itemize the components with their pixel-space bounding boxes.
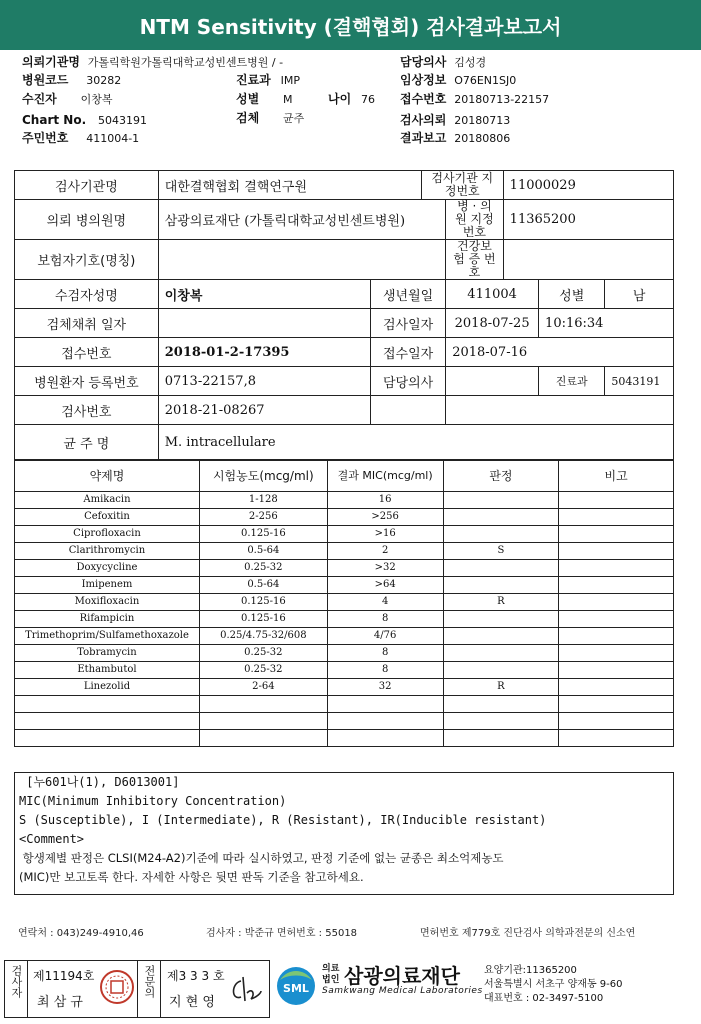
comment-legend: S (Susceptible), I (Intermediate), R (Resistant), IR(Inducible resistant) bbox=[19, 813, 547, 827]
test-no-value: 2018-21-08267 bbox=[158, 396, 370, 425]
drug-row bbox=[15, 628, 674, 645]
reg-no-label: 병원환자 등록번호 bbox=[15, 367, 159, 396]
specialist-name: 지 현 영 bbox=[169, 995, 215, 1010]
judgment bbox=[443, 526, 559, 543]
note bbox=[559, 543, 674, 560]
header-hospital-code: 병원코드 30282 bbox=[22, 73, 122, 87]
comment-code: [누601나(1), D6013001] bbox=[19, 775, 180, 789]
drug-row bbox=[15, 492, 674, 509]
drug-name bbox=[15, 713, 200, 730]
patient-name-label: 수검자성명 bbox=[15, 280, 159, 309]
reg-no-value: 0713-22157,8 bbox=[158, 367, 370, 396]
judgment: S bbox=[443, 543, 559, 560]
mic-value: 4/76 bbox=[327, 628, 443, 645]
test-range: 0.5-64 bbox=[199, 577, 327, 594]
info-row bbox=[15, 367, 674, 396]
note bbox=[559, 509, 674, 526]
mic-value: >256 bbox=[327, 509, 443, 526]
judgment bbox=[443, 611, 559, 628]
logo-text: SML bbox=[283, 982, 309, 995]
judgment bbox=[443, 696, 559, 713]
footer-examiner: 검사자 : 박준규 면허번호 : 55018 bbox=[206, 928, 358, 939]
header-receipt-no: 접수번호 20180713-22157 bbox=[400, 92, 550, 106]
header-institution: 의뢰기관명 가톨릭학원가톨릭대학교성빈센트병원 / - bbox=[22, 55, 284, 69]
health-ins-value bbox=[503, 240, 673, 280]
comment-mic: MIC(Minimum Inhibitory Concentration) bbox=[19, 794, 287, 808]
note bbox=[559, 730, 674, 747]
note bbox=[559, 577, 674, 594]
note bbox=[559, 628, 674, 645]
note bbox=[559, 679, 674, 696]
header-department: 진료과 IMP bbox=[236, 73, 300, 87]
header-patient: 수진자 이창복 bbox=[22, 92, 113, 106]
judgment bbox=[443, 730, 559, 747]
header-drug: 약제명 bbox=[15, 461, 200, 492]
judgment bbox=[443, 662, 559, 679]
agency-code-label: 검사기관 지정번호 bbox=[421, 171, 503, 200]
drug-row bbox=[15, 730, 674, 747]
org-corp-label: 의료법인 bbox=[322, 964, 340, 985]
header-age: 나이 76 bbox=[328, 92, 376, 106]
mic-value: 8 bbox=[327, 662, 443, 679]
judgment bbox=[443, 509, 559, 526]
receipt-date-label: 접수일자 bbox=[371, 338, 446, 367]
footer-license: 면허번호 제779호 진단검사 의학과전문의 신소연 bbox=[420, 928, 636, 939]
receipt-date-value: 2018-07-16 bbox=[446, 338, 674, 367]
drug-name: Rifampicin bbox=[15, 611, 200, 628]
signature-box bbox=[4, 960, 270, 1018]
test-range bbox=[199, 696, 327, 713]
test-no-blank bbox=[371, 396, 446, 425]
drug-row bbox=[15, 679, 674, 696]
header-doctor: 담당의사 김성경 bbox=[400, 55, 487, 69]
test-range: 0.25-32 bbox=[199, 560, 327, 577]
drug-name: Ciprofloxacin bbox=[15, 526, 200, 543]
hospital-code-label: 병 · 의원 지정번호 bbox=[446, 200, 503, 240]
note bbox=[559, 492, 674, 509]
judgment bbox=[443, 713, 559, 730]
drug-name: Ethambutol bbox=[15, 662, 200, 679]
org-code: 요양기관:11365200 bbox=[484, 965, 577, 976]
org-name: 삼광의료재단 bbox=[344, 964, 460, 988]
header-range: 시험농도(mcg/ml) bbox=[199, 461, 327, 492]
requesting-hospital-value: 삼광의료재단 (가톨릭대학교성빈센트병원) bbox=[158, 200, 445, 240]
note bbox=[559, 645, 674, 662]
test-range: 0.125-16 bbox=[199, 594, 327, 611]
report-title: NTM Sensitivity (결핵협회) 검사결과보고서 bbox=[139, 14, 562, 39]
mic-value bbox=[327, 713, 443, 730]
info-row bbox=[15, 280, 674, 309]
drug-table bbox=[14, 460, 674, 747]
judgment bbox=[443, 492, 559, 509]
drug-row bbox=[15, 713, 674, 730]
examiner-label-cell bbox=[5, 961, 28, 1017]
drug-row bbox=[15, 696, 674, 713]
drug-row bbox=[15, 662, 674, 679]
requesting-hospital-label: 의뢰 병의원명 bbox=[15, 200, 159, 240]
comment-heading: <Comment> bbox=[19, 832, 85, 846]
test-date-label: 검사일자 bbox=[371, 309, 446, 338]
judgment bbox=[443, 577, 559, 594]
header-chart-no: Chart No. 5043191 bbox=[22, 113, 147, 127]
judgment: R bbox=[443, 594, 559, 611]
header-mic: 결과 MIC(mcg/ml) bbox=[327, 461, 443, 492]
test-range: 0.25-32 bbox=[199, 662, 327, 679]
collect-date-label: 검체채취 일자 bbox=[15, 309, 159, 338]
test-range: 2-64 bbox=[199, 679, 327, 696]
drug-name: Amikacin bbox=[15, 492, 200, 509]
mic-value: >32 bbox=[327, 560, 443, 577]
drug-name: Clarithromycin bbox=[15, 543, 200, 560]
header-specimen: 검체 균주 bbox=[236, 111, 305, 125]
test-agency-label: 검사기관명 bbox=[15, 171, 159, 200]
agency-code-value: 11000029 bbox=[503, 171, 673, 200]
info-row bbox=[15, 240, 674, 280]
note bbox=[559, 696, 674, 713]
header-judgment: 판정 bbox=[443, 461, 559, 492]
report-title-bar bbox=[0, 0, 701, 50]
drug-name bbox=[15, 730, 200, 747]
note bbox=[559, 611, 674, 628]
info-row bbox=[15, 338, 674, 367]
birth-value: 411004 bbox=[446, 280, 539, 309]
test-range: 0.125-16 bbox=[199, 611, 327, 628]
mic-value bbox=[327, 696, 443, 713]
org-phone: 대표번호 : 02-3497-5100 bbox=[484, 993, 604, 1004]
comment-text-2: (MIC)만 보고토록 한다. 자세한 사항은 뒷면 판독 기준을 참고하세요. bbox=[19, 870, 364, 884]
mic-value: 4 bbox=[327, 594, 443, 611]
note bbox=[559, 594, 674, 611]
test-range bbox=[199, 713, 327, 730]
mic-value: 2 bbox=[327, 543, 443, 560]
judgment: R bbox=[443, 679, 559, 696]
header-resident-no: 주민번호 411004-1 bbox=[22, 131, 140, 145]
strain-label: 균 주 명 bbox=[15, 425, 159, 460]
drug-name: Moxifloxacin bbox=[15, 594, 200, 611]
test-range: 0.25/4.75-32/608 bbox=[199, 628, 327, 645]
header-report-date: 결과보고 20180806 bbox=[400, 131, 511, 145]
mic-value: >64 bbox=[327, 577, 443, 594]
test-agency-value: 대한결핵협회 결핵연구원 bbox=[158, 171, 421, 200]
note bbox=[559, 560, 674, 577]
mic-value: 8 bbox=[327, 645, 443, 662]
info-row bbox=[15, 396, 674, 425]
hospital-code-value: 11365200 bbox=[503, 200, 673, 240]
drug-name: Imipenem bbox=[15, 577, 200, 594]
mic-value bbox=[327, 730, 443, 747]
comment-text-1: 항생제별 판정은 CLSI(M24-A2)기준에 따라 실시하였고, 판정 기준에 없는 균종은 최소억제농도 bbox=[19, 851, 504, 865]
specialist-label: 전문의 bbox=[143, 965, 156, 998]
doctor-value bbox=[446, 367, 539, 396]
patient-name-value: 이창복 bbox=[158, 280, 370, 309]
drug-row bbox=[15, 509, 674, 526]
org-address-block bbox=[484, 964, 623, 1006]
info-row bbox=[15, 425, 674, 460]
org-address: 서울특별시 서초구 양재동 9-60 bbox=[484, 979, 623, 990]
note bbox=[559, 662, 674, 679]
test-time-value: 10:16:34 bbox=[539, 309, 674, 338]
drug-row bbox=[15, 560, 674, 577]
drug-name: Cefoxitin bbox=[15, 509, 200, 526]
drug-row bbox=[15, 611, 674, 628]
header-request-date: 검사의뢰 20180713 bbox=[400, 113, 511, 127]
examiner-name: 최 삼 규 bbox=[37, 995, 83, 1010]
test-range: 0.125-16 bbox=[199, 526, 327, 543]
insurance-value bbox=[158, 240, 445, 280]
birth-label: 생년월일 bbox=[371, 280, 446, 309]
drug-table-body bbox=[15, 492, 674, 747]
comment-box bbox=[14, 772, 674, 895]
test-range: 0.25-32 bbox=[199, 645, 327, 662]
dept-value: 5043191 bbox=[605, 367, 674, 396]
drug-row bbox=[15, 577, 674, 594]
info-row bbox=[15, 309, 674, 338]
info-row bbox=[15, 200, 674, 240]
info-row bbox=[15, 171, 674, 200]
collect-date-value bbox=[158, 309, 370, 338]
drug-name: Tobramycin bbox=[15, 645, 200, 662]
drug-name: Doxycycline bbox=[15, 560, 200, 577]
drug-row bbox=[15, 543, 674, 560]
signature-scribble-icon bbox=[227, 973, 263, 1005]
receipt-label: 접수번호 bbox=[15, 338, 159, 367]
judgment bbox=[443, 628, 559, 645]
strain-value: M. intracellulare bbox=[158, 425, 673, 460]
test-range bbox=[199, 730, 327, 747]
info-table bbox=[14, 170, 674, 460]
drug-name: Trimethoprim/Sulfamethoxazole bbox=[15, 628, 200, 645]
drug-row bbox=[15, 594, 674, 611]
drug-table-header bbox=[15, 461, 674, 492]
specialist-no: 제3 3 3 호 bbox=[167, 969, 225, 983]
drug-row bbox=[15, 645, 674, 662]
org-logo-icon bbox=[274, 962, 318, 1010]
drug-name bbox=[15, 696, 200, 713]
specialist-label-cell bbox=[137, 961, 161, 1017]
insurance-label: 보험자기호(명칭) bbox=[15, 240, 159, 280]
test-range: 0.5-64 bbox=[199, 543, 327, 560]
test-no-blank-2 bbox=[446, 396, 674, 425]
dept-label: 진료과 bbox=[539, 367, 605, 396]
mic-value: 16 bbox=[327, 492, 443, 509]
drug-row bbox=[15, 526, 674, 543]
header-clinical-info: 임상정보 O76EN1SJ0 bbox=[400, 73, 517, 87]
examiner-no: 제11194호 bbox=[33, 969, 95, 983]
org-english: Samkwang Medical Laboratories bbox=[322, 986, 483, 996]
judgment bbox=[443, 560, 559, 577]
header-sex: 성별 M bbox=[236, 92, 293, 106]
test-range: 2-256 bbox=[199, 509, 327, 526]
doctor-label: 담당의사 bbox=[371, 367, 446, 396]
mic-value: >16 bbox=[327, 526, 443, 543]
drug-name: Linezolid bbox=[15, 679, 200, 696]
test-date-value: 2018-07-25 bbox=[446, 309, 539, 338]
receipt-value: 2018-01-2-17395 bbox=[158, 338, 370, 367]
sex-label: 성별 bbox=[539, 280, 605, 309]
mic-value: 8 bbox=[327, 611, 443, 628]
note bbox=[559, 526, 674, 543]
test-range: 1-128 bbox=[199, 492, 327, 509]
health-ins-label: 건강보험 증 번호 bbox=[446, 240, 503, 280]
sex-value: 남 bbox=[605, 280, 674, 309]
examiner-label: 검사자 bbox=[10, 965, 23, 998]
footer-contact: 연락처 : 043)249-4910,46 bbox=[18, 928, 144, 939]
mic-value: 32 bbox=[327, 679, 443, 696]
seal-stamp-icon bbox=[99, 969, 135, 1005]
header-note: 비고 bbox=[559, 461, 674, 492]
test-no-label: 검사번호 bbox=[15, 396, 159, 425]
note bbox=[559, 713, 674, 730]
judgment bbox=[443, 645, 559, 662]
